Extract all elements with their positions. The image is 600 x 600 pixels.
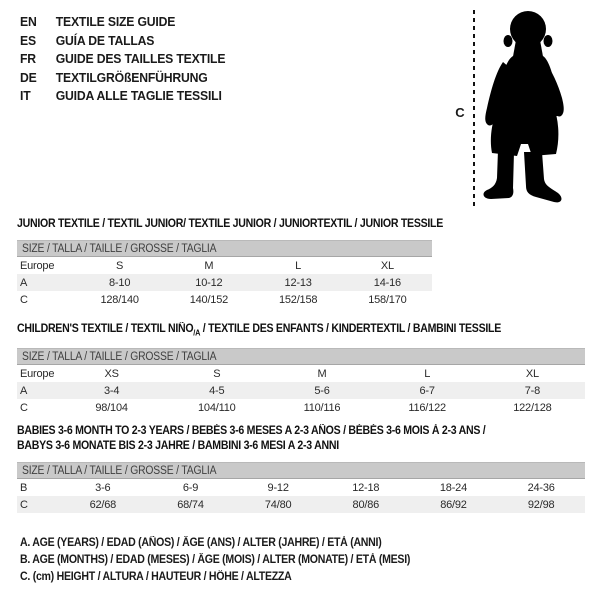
size-cell: S — [116, 259, 124, 272]
babies-table-title — [17, 424, 540, 454]
childrens-table-title — [17, 322, 540, 340]
table-row — [17, 479, 585, 496]
size-cell: 8-10 — [109, 276, 131, 289]
size-cell: 158/170 — [368, 293, 407, 306]
language-row — [20, 69, 225, 88]
language-title: GUIDA ALLE TAGLIE TESSILI — [55, 88, 222, 103]
baby-silhouette-icon — [483, 8, 575, 213]
language-code: IT — [20, 88, 31, 103]
row-label: Europe — [20, 367, 55, 380]
size-cell: L — [424, 367, 431, 380]
language-code: ES — [20, 32, 36, 48]
language-row — [20, 87, 225, 106]
size-header-label: SIZE / TALLA / TAILLE / GRÖSSE / TAGLIA — [22, 243, 217, 255]
row-label: C — [20, 498, 28, 511]
junior-size-table — [17, 257, 432, 308]
childrens-size-table — [17, 365, 585, 416]
size-cell: 24-36 — [527, 481, 555, 494]
size-cell: 18-24 — [439, 481, 468, 494]
size-cell: 6-7 — [419, 384, 435, 397]
size-cell: XL — [380, 259, 394, 272]
size-cell: M — [204, 259, 214, 272]
language-code: EN — [20, 14, 37, 29]
height-measure-label: C — [455, 105, 465, 120]
language-code: FR — [20, 51, 36, 66]
size-header-label: SIZE / TALLA / TAILLE / GRÖSSE / TAGLIA — [22, 351, 217, 364]
row-label: B — [20, 481, 28, 494]
size-cell: 14-16 — [373, 276, 401, 289]
title-text: / TEXTILE DES ENFANTS / KINDERTEXTIL / BAMBINI TESSILE — [200, 323, 502, 335]
table-row — [17, 291, 432, 308]
title-line-1: BABIES 3-6 MONTH TO 2-3 YEARS / BEBÉS 3-6 MESES A 2-3 AÑOS / BÉBÉS 3-6 MOIS À 2-3 ANS / — [17, 425, 486, 437]
language-title: GUIDE DES TAILLES TEXTILE — [55, 51, 226, 66]
size-cell: S — [213, 367, 221, 380]
size-cell: 5-6 — [314, 384, 330, 397]
height-measure-dashed-line — [473, 10, 475, 207]
table-row — [17, 365, 585, 382]
language-title: GUÍA DE TALLAS — [55, 32, 155, 48]
size-cell: 12-13 — [284, 276, 312, 289]
footnote-c: C. (cm) HEIGHT / ALTURA / HAUTEUR / HÖHE / ALTEZZA — [20, 571, 292, 583]
table-row — [17, 382, 585, 399]
title-text: CHILDREN'S TEXTILE / TEXTIL NIÑO — [17, 323, 194, 335]
row-label: C — [20, 401, 28, 414]
size-cell: 128/140 — [100, 293, 139, 306]
language-title: TEXTILE SIZE GUIDE — [55, 14, 176, 29]
size-cell: 86/92 — [440, 498, 467, 511]
table-row — [17, 399, 585, 416]
childrens-textile-section — [17, 322, 585, 416]
size-cell: 74/80 — [264, 498, 292, 511]
size-cell: XS — [104, 367, 119, 380]
size-cell: 10-12 — [195, 276, 223, 289]
junior-table-title: JUNIOR TEXTILE / TEXTIL JUNIOR/ TEXTILE JUNIOR / JUNIORTEXTIL / JUNIOR TESSILE — [17, 218, 444, 230]
language-code: DE — [20, 69, 37, 85]
size-cell: M — [317, 367, 327, 380]
table-row — [17, 496, 585, 513]
row-label: A — [20, 384, 28, 397]
footnote-a: A. AGE (YEARS) / EDAD (AÑOS) / ÂGE (ANS) / ALTER (JAHRE) / ETÀ (ANNI) — [20, 537, 382, 549]
size-cell: 122/128 — [513, 401, 552, 414]
language-row — [20, 32, 225, 51]
size-cell: 68/74 — [177, 498, 204, 511]
size-cell: 3-6 — [95, 481, 111, 494]
size-cell: 104/110 — [198, 401, 236, 414]
size-header-bar — [17, 462, 585, 479]
babies-textile-section — [17, 424, 585, 513]
size-cell: XL — [525, 367, 539, 380]
size-header-bar — [17, 240, 432, 257]
language-row — [20, 13, 225, 32]
size-cell: 9-12 — [267, 481, 289, 494]
size-cell: 80/86 — [352, 498, 380, 511]
table-row — [17, 257, 432, 274]
row-label: C — [20, 293, 28, 306]
size-cell: 152/158 — [278, 293, 318, 306]
size-cell: 110/116 — [303, 401, 341, 414]
footnotes — [20, 535, 444, 586]
language-list — [20, 13, 238, 106]
size-cell: 140/152 — [189, 293, 229, 306]
junior-textile-section — [17, 217, 444, 308]
table-row — [17, 274, 432, 291]
row-label: A — [20, 276, 28, 289]
language-title: TEXTILGRÖßENFÜHRUNG — [55, 69, 208, 85]
row-label: Europe — [20, 259, 55, 272]
size-cell: 92/98 — [527, 498, 555, 511]
size-cell: L — [295, 259, 302, 272]
babies-size-table — [17, 479, 585, 513]
size-cell: 6-9 — [182, 481, 199, 494]
size-cell: 4-5 — [209, 384, 225, 397]
title-subscript: /A — [193, 328, 201, 338]
size-cell: 62/68 — [89, 498, 117, 511]
size-cell: 3-4 — [103, 384, 120, 397]
size-cell: 12-18 — [352, 481, 380, 494]
size-cell: 7-8 — [524, 384, 541, 397]
size-cell: 98/104 — [95, 401, 128, 414]
size-header-bar — [17, 348, 585, 365]
footnote-b: B. AGE (MONTHS) / EDAD (MESES) / ÂGE (MOIS) / ALTER (MONATE) / ETÀ (MESI) — [20, 554, 411, 566]
size-header-label: SIZE / TALLA / TAILLE / GRÖSSE / TAGLIA — [22, 465, 217, 477]
language-row — [20, 50, 225, 69]
size-cell: 116/122 — [408, 401, 446, 414]
title-line-2: BABYS 3-6 MONATE BIS 2-3 JAHRE / BAMBINI 3-6 MESI A 2-3 ANNI — [17, 440, 339, 452]
